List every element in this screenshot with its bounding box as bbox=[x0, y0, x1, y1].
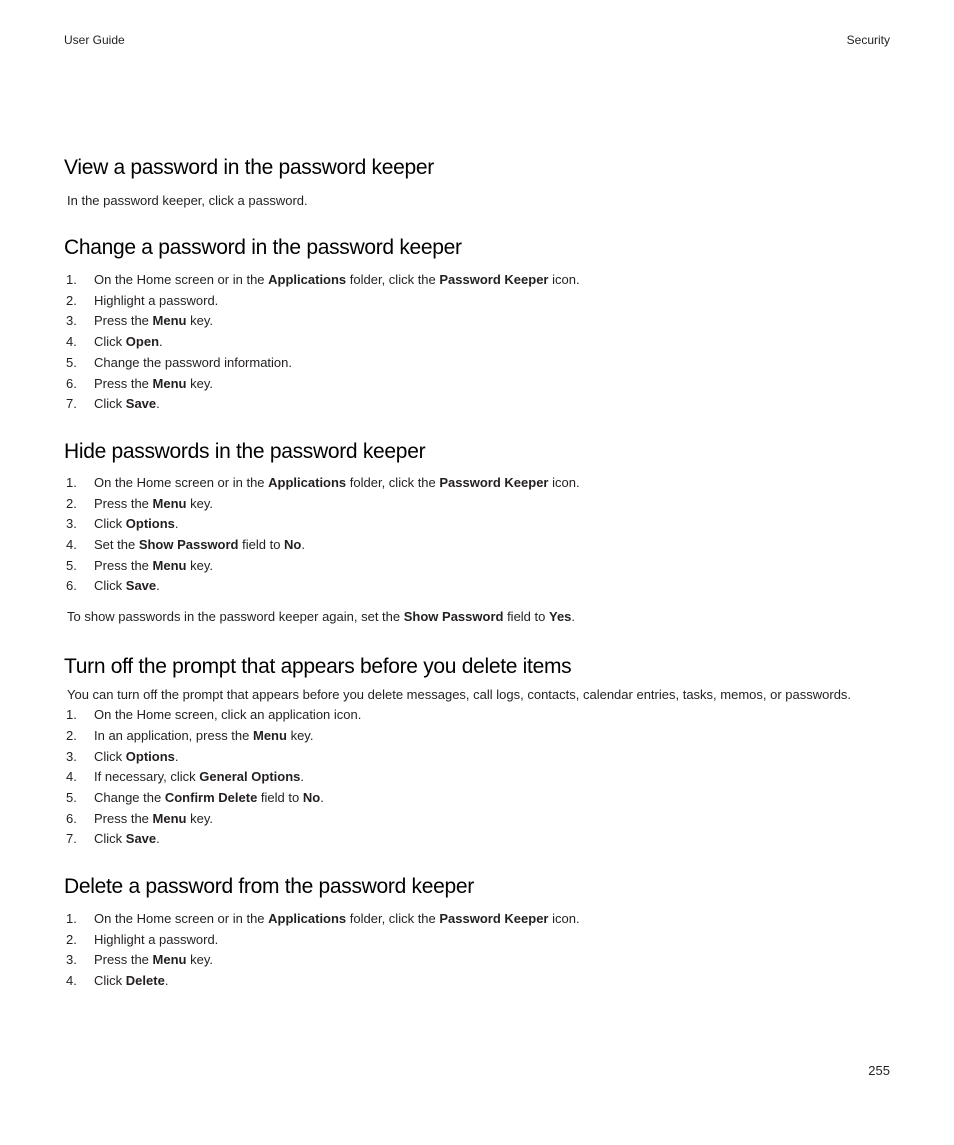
step-text: folder, click the bbox=[346, 474, 440, 490]
step-text: . bbox=[571, 609, 576, 625]
step-number: 4. bbox=[66, 769, 77, 785]
steps-list bbox=[64, 473, 890, 597]
step-text: Click bbox=[94, 334, 126, 350]
ui-term: Password Keeper bbox=[439, 272, 549, 287]
list-item bbox=[64, 576, 890, 597]
section-heading: View a password in the password keeper bbox=[64, 156, 434, 179]
steps-list bbox=[64, 270, 890, 415]
step-text: field to bbox=[503, 609, 549, 625]
list-item bbox=[64, 788, 890, 809]
step-text: . bbox=[156, 396, 160, 412]
list-item bbox=[64, 353, 890, 374]
step-text: key. bbox=[186, 313, 213, 329]
step-number: 2. bbox=[66, 495, 77, 511]
step-number: 2. bbox=[66, 292, 77, 308]
list-item bbox=[64, 291, 890, 312]
list-item bbox=[64, 726, 890, 747]
step-number: 1. bbox=[66, 272, 77, 287]
step-text: . bbox=[159, 334, 163, 350]
step-number: 3. bbox=[66, 748, 77, 764]
step-text: On the Home screen or in the bbox=[94, 474, 269, 490]
ui-term: Yes bbox=[548, 609, 572, 625]
list-item bbox=[64, 705, 890, 726]
list-item bbox=[64, 747, 890, 768]
section-view-password bbox=[64, 153, 890, 211]
list-item bbox=[64, 767, 890, 788]
section-heading: Turn off the prompt that appears before you delete items bbox=[64, 655, 572, 679]
step-number: 2. bbox=[66, 727, 77, 743]
ui-term: Show Password bbox=[403, 609, 504, 625]
section-intro: You can turn off the prompt that appears before you delete messages, call logs, contacts, calendar entries, tasks, memos, or passwords. bbox=[67, 687, 852, 703]
steps-list bbox=[64, 909, 890, 992]
ui-term: No bbox=[302, 789, 321, 805]
step-text: On the Home screen or in the bbox=[94, 911, 269, 927]
step-text: key. bbox=[186, 495, 213, 511]
step-text: Press the bbox=[94, 952, 153, 968]
step-text: Click bbox=[94, 973, 126, 989]
step-text: Click bbox=[94, 831, 126, 847]
section-turn-off-delete-prompt bbox=[64, 652, 890, 850]
step-text: Press the bbox=[94, 375, 153, 391]
ui-term: No bbox=[284, 537, 302, 553]
list-item bbox=[64, 829, 890, 850]
list-item bbox=[64, 394, 890, 415]
section-intro: In the password keeper, click a password. bbox=[67, 193, 308, 208]
step-text: Press the bbox=[94, 495, 153, 511]
section-heading: Hide passwords in the password keeper bbox=[64, 439, 426, 463]
step-text: In an application, press the bbox=[94, 727, 253, 743]
step-text: . bbox=[156, 578, 160, 594]
section-hide-passwords bbox=[64, 437, 890, 627]
section-heading: Change a password in the password keeper bbox=[64, 236, 462, 259]
step-text: Highlight a password. bbox=[94, 292, 219, 308]
ui-term: Save bbox=[125, 396, 157, 412]
ui-term: Menu bbox=[253, 727, 287, 743]
section-note bbox=[67, 606, 890, 627]
step-text: key. bbox=[286, 727, 314, 743]
step-number: 3. bbox=[66, 516, 77, 532]
list-item bbox=[64, 311, 890, 332]
list-item bbox=[64, 556, 890, 577]
step-text: Click bbox=[94, 578, 126, 594]
list-item bbox=[64, 535, 890, 556]
step-number: 5. bbox=[66, 557, 77, 573]
page-number: 255 bbox=[868, 1063, 890, 1078]
step-number: 5. bbox=[66, 789, 77, 805]
step-number: 6. bbox=[66, 578, 77, 594]
ui-term: Options bbox=[125, 516, 175, 532]
ui-term: Applications bbox=[268, 911, 347, 927]
list-item bbox=[64, 332, 890, 353]
ui-term: Menu bbox=[152, 810, 187, 826]
list-item bbox=[64, 971, 890, 992]
step-text: folder, click the bbox=[346, 272, 440, 287]
step-text: folder, click the bbox=[346, 911, 440, 927]
step-number: 2. bbox=[66, 931, 77, 947]
step-number: 3. bbox=[66, 952, 77, 968]
step-text: On the Home screen or in the bbox=[94, 272, 269, 287]
ui-term: Confirm Delete bbox=[164, 789, 258, 805]
step-text: Press the bbox=[94, 557, 153, 573]
ui-term: Password Keeper bbox=[439, 474, 549, 490]
ui-term: Menu bbox=[152, 952, 187, 968]
ui-term: Password Keeper bbox=[439, 911, 549, 927]
step-text: . bbox=[174, 748, 179, 764]
step-number: 3. bbox=[66, 313, 77, 329]
step-number: 1. bbox=[66, 911, 77, 927]
section-heading: Delete a password from the password keeper bbox=[64, 875, 474, 899]
step-text: field to bbox=[238, 537, 285, 553]
ui-term: Applications bbox=[268, 474, 347, 490]
step-text: key. bbox=[186, 557, 213, 573]
list-item bbox=[64, 809, 890, 830]
steps-list bbox=[64, 705, 890, 850]
step-text: icon. bbox=[548, 272, 580, 287]
step-text: Click bbox=[94, 396, 126, 412]
step-text: Change the bbox=[94, 789, 165, 805]
ui-term: Applications bbox=[268, 272, 347, 287]
list-item bbox=[64, 374, 890, 395]
list-item bbox=[64, 514, 890, 535]
ui-term: General Options bbox=[199, 769, 301, 785]
step-text: field to bbox=[257, 789, 303, 805]
step-text: key. bbox=[186, 952, 213, 968]
step-text: On the Home screen, click an application icon. bbox=[94, 707, 362, 723]
step-number: 1. bbox=[66, 707, 77, 723]
list-item bbox=[64, 270, 890, 291]
step-text: icon. bbox=[548, 474, 580, 490]
step-text: If necessary, click bbox=[94, 769, 200, 785]
step-number: 5. bbox=[66, 354, 77, 370]
step-text: . bbox=[320, 789, 324, 805]
step-text: . bbox=[174, 516, 179, 532]
section-change-password bbox=[64, 233, 890, 415]
ui-term: Options bbox=[125, 748, 175, 764]
step-number: 4. bbox=[66, 973, 77, 989]
ui-term: Menu bbox=[152, 557, 187, 573]
step-text: Highlight a password. bbox=[94, 931, 219, 947]
ui-term: Menu bbox=[152, 495, 187, 511]
list-item bbox=[64, 473, 890, 494]
step-text: . bbox=[300, 769, 304, 785]
step-text: icon. bbox=[548, 911, 580, 927]
ui-term: Save bbox=[125, 578, 157, 594]
list-item bbox=[64, 950, 890, 971]
step-text: To show passwords in the password keeper again, set the bbox=[67, 609, 404, 625]
step-number: 7. bbox=[66, 396, 77, 412]
ui-term: Save bbox=[125, 831, 157, 847]
step-number: 1. bbox=[66, 474, 77, 490]
step-number: 7. bbox=[66, 831, 77, 847]
step-text: Press the bbox=[94, 313, 153, 329]
list-item bbox=[64, 909, 890, 930]
ui-term: Show Password bbox=[138, 537, 239, 553]
list-item bbox=[64, 494, 890, 515]
step-text: key. bbox=[186, 375, 213, 391]
step-text: . bbox=[156, 831, 160, 847]
page-content bbox=[64, 153, 890, 992]
step-text: Set the bbox=[94, 537, 139, 553]
list-item bbox=[64, 930, 890, 951]
ui-term: Menu bbox=[152, 375, 187, 391]
step-text: Click bbox=[94, 748, 126, 764]
chapter-title: Security bbox=[846, 33, 890, 47]
ui-term: Open bbox=[125, 334, 160, 350]
step-number: 4. bbox=[66, 537, 77, 553]
step-text: Press the bbox=[94, 810, 153, 826]
ui-term: Delete bbox=[125, 973, 165, 989]
step-text: . bbox=[164, 973, 169, 989]
step-text: . bbox=[301, 537, 306, 553]
page-header bbox=[64, 33, 890, 49]
step-text: Change the password information. bbox=[94, 354, 293, 370]
ui-term: Menu bbox=[152, 313, 187, 329]
step-text: key. bbox=[186, 810, 213, 826]
step-number: 6. bbox=[66, 810, 77, 826]
step-number: 6. bbox=[66, 375, 77, 391]
step-text: Click bbox=[94, 516, 126, 532]
document-title: User Guide bbox=[64, 33, 125, 47]
section-delete-password bbox=[64, 872, 890, 992]
step-number: 4. bbox=[66, 334, 77, 350]
